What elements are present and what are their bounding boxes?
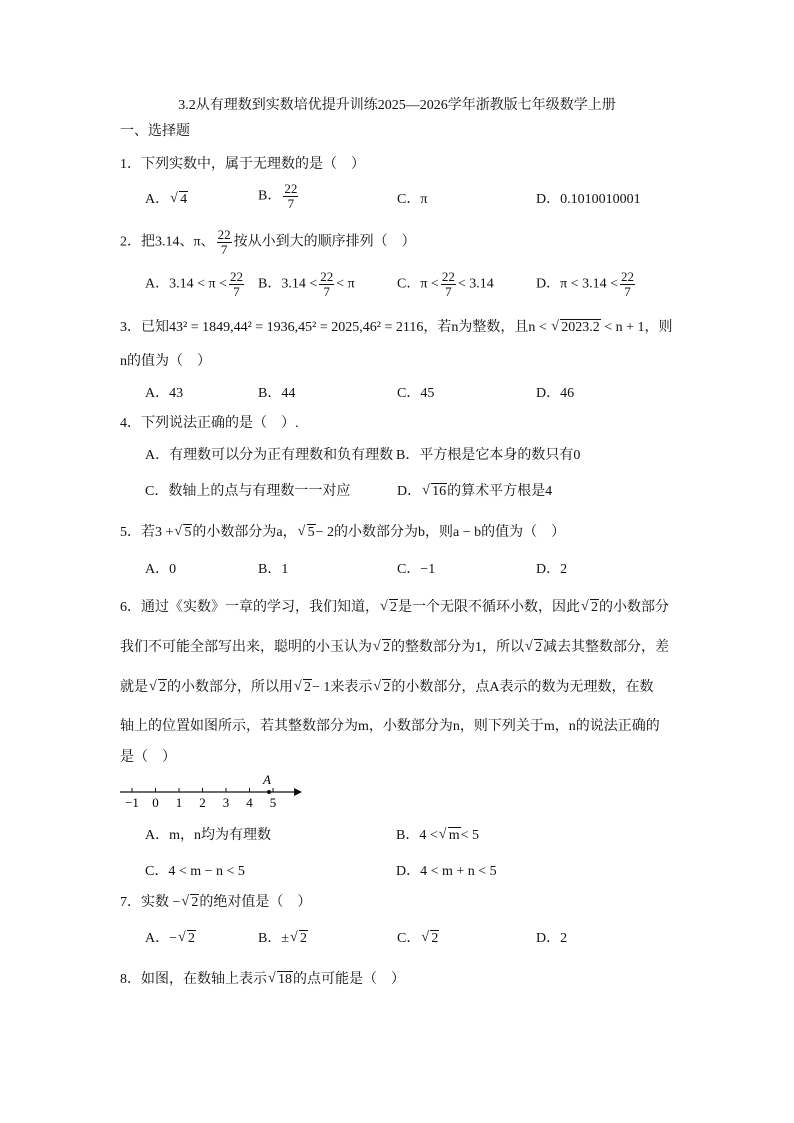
- question-1-stem: 1．下列实数中，属于无理数的是（ ）: [120, 157, 365, 172]
- question-6-line-2: 我们不可能全部写出来，聪明的小玉认为√ 2的整数部分为1，所以√ 2减去其整数部分，差: [120, 638, 669, 658]
- q7-option-a[interactable]: A．−√ 2: [145, 929, 196, 949]
- q5-option-a[interactable]: A．0: [145, 562, 177, 577]
- q2-option-c[interactable]: C．π < $\frac{22}{7}$ < 3.14: [397, 269, 494, 299]
- q2-option-a[interactable]: A．3.14 < π < $\frac{22}{7}$: [145, 269, 243, 299]
- q7-option-b[interactable]: B．±√ 2: [258, 929, 308, 949]
- question-4-stem: 4．下列说法正确的是（ ）.: [120, 416, 299, 431]
- q6-option-d[interactable]: D．4 < m + n < 5: [396, 864, 497, 879]
- tick-label: −1: [125, 795, 139, 810]
- q5-option-d[interactable]: D．2: [536, 562, 568, 577]
- q4-option-a[interactable]: A．有理数可以分为正有理数和负有理数: [145, 448, 394, 463]
- section-heading: 一、选择题: [120, 124, 190, 139]
- question-7-stem: 7．实数 −√ 2的绝对值是（ ）: [120, 893, 311, 913]
- question-2-stem: 2．把3.14、π、 $\frac{22}{7}$ 按从小到大的顺序排列（ ）: [120, 227, 416, 257]
- question-6-line-3: 就是√ 2的小数部分，所以用√ 2− 1来表示√ 2的小数部分，点A表示的数为无理数，在数: [120, 678, 654, 698]
- q3-option-c[interactable]: C．45: [397, 386, 435, 401]
- q5-option-c[interactable]: C．−1: [397, 562, 436, 577]
- arrow-right-icon: [294, 788, 302, 796]
- q7-option-c[interactable]: C．√ 2: [397, 929, 439, 949]
- page-title: 3.2从有理数到实数培优提升训练2025—2026学年浙教版七年级数学上册: [178, 98, 616, 113]
- q1-option-d[interactable]: D．0.1010010001: [536, 192, 641, 207]
- question-6-line-4: 轴上的位置如图所示，若其整数部分为m，小数部分为n，则下列关于m，n的说法正确的: [120, 719, 660, 734]
- point-a-dot: [267, 790, 271, 794]
- question-3-stem-line2: n的值为（ ）: [120, 354, 211, 369]
- q3-option-d[interactable]: D．46: [536, 386, 575, 401]
- q7-option-d[interactable]: D．2: [536, 931, 568, 946]
- q4-option-b[interactable]: B．平方根是它本身的数只有0: [396, 448, 581, 463]
- question-6-line-5: 是（ ）: [120, 750, 176, 765]
- question-3-stem: 3．已知43² = 1849,44² = 1936,45² = 2025,46² = 2116，若n为整数，且n < √ 2023.2 < n + 1，则: [120, 318, 673, 338]
- q6-option-a[interactable]: A．m，n均为有理数: [145, 828, 271, 843]
- question-6-line-1: 6．通过《实数》一章的学习，我们知道，√ 2是一个无限不循环小数，因此√ 2的小数部分: [120, 598, 669, 618]
- number-line-figure: [118, 772, 308, 812]
- q4-option-c[interactable]: C．数轴上的点与有理数一一对应: [145, 484, 351, 499]
- question-8-stem: 8．如图，在数轴上表示√ 18的点可能是（ ）: [120, 970, 405, 990]
- tick-label: 3: [222, 795, 230, 810]
- tick-label: 5: [269, 795, 277, 810]
- q1-option-b[interactable]: B． $\frac{22}{7}$: [258, 181, 298, 211]
- tick-label: 4: [246, 795, 253, 810]
- q1-option-c[interactable]: C．π: [397, 192, 428, 207]
- q3-option-b[interactable]: B．44: [258, 386, 296, 401]
- tick-label: 1: [175, 795, 183, 810]
- q5-option-b[interactable]: B．1: [258, 562, 289, 577]
- q2-option-d[interactable]: D．π < 3.14 < $\frac{22}{7}$: [536, 269, 634, 299]
- q3-option-a[interactable]: A．43: [145, 386, 184, 401]
- tick-label: 2: [199, 795, 206, 810]
- q6-option-c[interactable]: C．4 < m − n < 5: [145, 864, 245, 879]
- q1-option-a[interactable]: A．√ 4: [145, 190, 188, 210]
- q2-option-b[interactable]: B．3.14 < $\frac{22}{7}$ < π: [258, 269, 355, 299]
- q4-option-d[interactable]: D．√ 16的算术平方根是4: [397, 482, 552, 502]
- point-a-label: A: [263, 772, 271, 787]
- tick-label: 0: [152, 795, 159, 810]
- q6-option-b[interactable]: B．4 <√ m< 5: [396, 826, 479, 846]
- question-5-stem: 5．若3 +√ 5的小数部分为a，√ 5− 2的小数部分为b，则a − b的值为（ ）: [120, 523, 565, 543]
